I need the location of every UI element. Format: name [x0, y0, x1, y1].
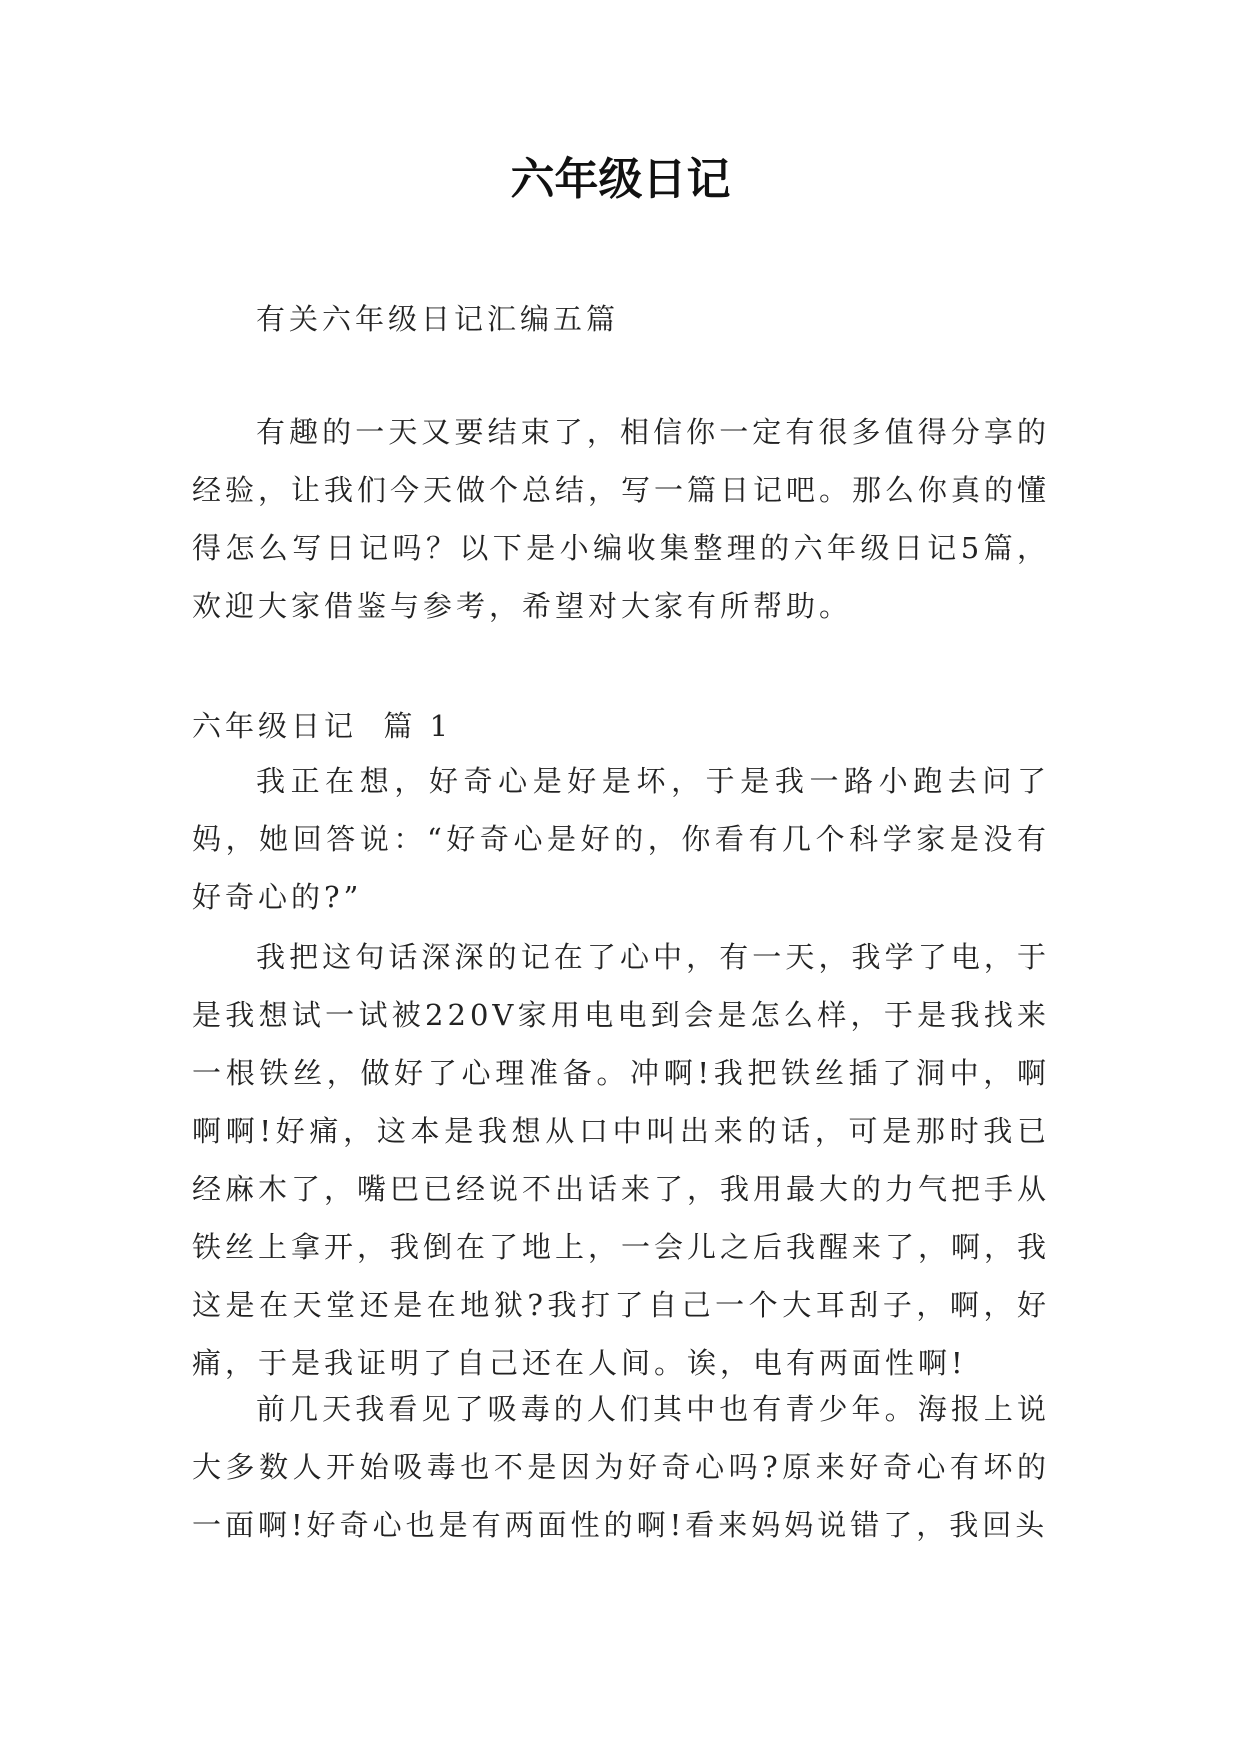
section-paragraph: 前几天我看见了吸毒的人们其中也有青少年。海报上说大多数人开始吸毒也不是因为好奇心吗?原来好奇心有坏的一面啊!好奇心也是有两面性的啊!看来妈妈说错了，我回头	[192, 1392, 1050, 1542]
section-heading: 六年级日记 篇 1	[192, 709, 453, 743]
document-subtitle: 有关六年级日记汇编五篇	[256, 302, 620, 336]
document-title: 六年级日记	[510, 154, 731, 205]
section-paragraph: 我把这句话深深的记在了心中，有一天，我学了电，于是我想试一试被220V家用电电到会是怎么样，于是我找来一根铁丝，做好了心理准备。冲啊!我把铁丝插了洞中，啊啊啊!好痛，这本是我想从口中叫出来的话，可是那时我已经麻木了，嘴巴已经说不出话来了，我用最大的力气把手从铁丝上拿开，我倒在了地上，一会儿之后我醒来了，啊，我这是在天堂还是在地狱?我打了自己一个大耳刮子，啊，好痛，于是我证明了自己还在人间。诶，电有两面性啊!	[192, 940, 1051, 1380]
section-paragraph: 我正在想，好奇心是好是坏，于是我一路小跑去问了妈，她回答说：“好奇心是好的，你看有几个科学家是没有好奇心的?”	[192, 764, 1050, 914]
intro-paragraph: 有趣的一天又要结束了，相信你一定有很多值得分享的经验，让我们今天做个总结，写一篇日记吧。那么你真的懂得怎么写日记吗？以下是小编收集整理的六年级日记5篇，欢迎大家借鉴与参考，希望对大家有所帮助。	[192, 415, 1051, 623]
